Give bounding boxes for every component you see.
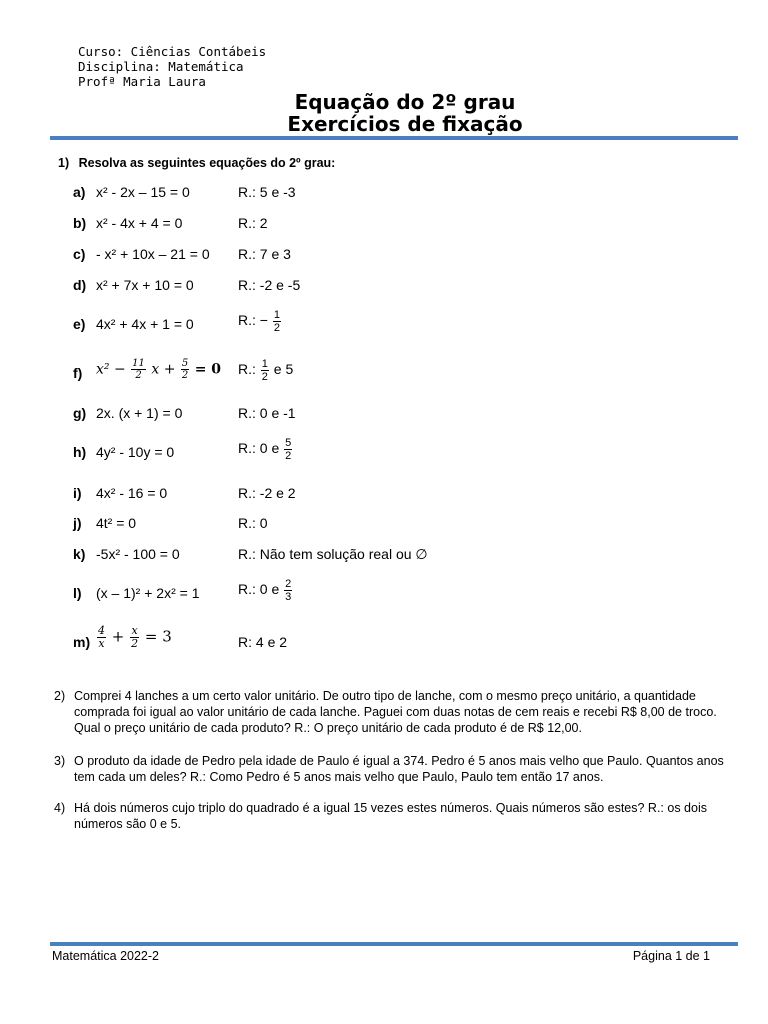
equation-term: x² − [96,361,126,378]
footer-left: Matemática 2022-2 [52,949,160,963]
exercise-equation [96,358,221,381]
exercise-equation: -5x² - 100 = 0 [96,546,180,562]
exercise-label: a) [73,184,86,200]
exercise-label: e) [73,316,86,332]
exercise-label: j) [73,515,82,531]
fraction-denominator: 2 [261,371,268,383]
answer-prefix: R.: 0 e [238,581,280,598]
exercise-answer: R.: Não tem solução real ou ∅ [238,546,428,562]
exercise-answer [238,437,293,462]
question-number: 3) [54,754,66,768]
fraction-numerator: 4 [98,624,105,637]
answer-fraction [261,358,269,383]
fraction-denominator: x [98,637,105,650]
exercise-label: h) [73,444,87,460]
fraction-denominator: 2 [273,322,280,334]
fraction-denominator: 2 [131,369,146,381]
fraction-numerator: 5 [181,358,189,369]
exercise-equation: 4x² + 4x + 1 = 0 [96,316,194,332]
equation-fraction [131,358,146,381]
exercise-answer [238,578,293,603]
equation-fraction [97,625,106,650]
exercise-equation: 2x. (x + 1) = 0 [96,405,183,421]
exercise-label: d) [73,277,87,293]
question-3 [54,753,734,785]
exercise-label: g) [73,405,87,421]
exercise-label: f) [73,365,83,381]
exercise-equation: 4x² - 16 = 0 [96,485,168,501]
equation-term: + [111,627,125,646]
question-text: Resolva as seguintes equações do 2º grau: [78,156,336,170]
exercise-label: c) [73,246,86,262]
exercise-label: k) [73,546,86,562]
fraction-denominator: 3 [285,591,292,603]
exercise-answer: R.: 0 [238,515,268,531]
discipline-line: Disciplina: Matemática [78,59,244,74]
page-title: Equação do 2º grau [294,90,516,114]
footer-rule [50,942,738,946]
exercise-equation: 4y² - 10y = 0 [96,444,175,460]
exercise-answer: R.: 0 e -1 [238,405,296,421]
exercise-answer [238,309,282,334]
course-line: Curso: Ciências Contábeis [78,44,267,59]
fraction-numerator: 1 [273,309,280,321]
equation-term: x + [151,361,176,378]
exercise-equation: (x – 1)² + 2x² = 1 [96,585,200,601]
fraction-denominator: 2 [181,370,189,381]
answer-suffix: e 5 [273,361,294,378]
equation-term: = 0 [194,361,222,378]
fraction-numerator: 1 [261,358,268,370]
answer-prefix: R.: − [238,312,268,329]
exercise-equation [96,625,172,650]
answer-fraction [284,578,292,603]
page-number: Página 1 de 1 [632,949,710,963]
exercise-equation: 4t² = 0 [96,515,137,531]
answer-prefix: R.: [238,361,256,378]
equation-fraction [130,625,139,650]
exercise-label: b) [73,215,87,231]
exercise-equation: x² - 4x + 4 = 0 [96,215,183,231]
exercise-equation: - x² + 10x – 21 = 0 [96,246,210,262]
fraction-numerator: x [131,624,138,637]
fraction-numerator: 2 [285,578,292,590]
answer-fraction [284,437,292,462]
exercise-label: i) [73,485,82,501]
equation-fraction [181,358,189,381]
exercise-equation: x² + 7x + 10 = 0 [96,277,194,293]
question-1-heading [58,156,335,170]
question-number: 2) [54,689,66,703]
question-number: 1) [58,156,70,170]
fraction-numerator: 5 [285,437,292,449]
exercise-answer [238,358,293,383]
answer-prefix: R.: 0 e [238,440,280,457]
exercise-answer: R.: -2 e 2 [238,485,296,501]
question-2 [54,688,734,736]
question-text: O produto da idade de Pedro pela idade de Paulo é igual a 374. Pedro é 5 anos mais velho que Paulo. Quantos anos tem cada um deles? R.: Como Pedro é 5 anos mais velho que Paulo, Paulo tem então 17 anos. [74,754,724,784]
exercise-equation: x² - 2x – 15 = 0 [96,184,190,200]
page-subtitle: Exercícios de fixação [287,112,523,136]
teacher-line: Profª Maria Laura [78,74,206,89]
exercise-answer: R.: -2 e -5 [238,277,301,293]
question-number: 4) [54,801,66,815]
answer-fraction [273,309,281,334]
question-4 [54,800,734,832]
fraction-denominator: 2 [131,637,139,650]
question-text: Há dois números cujo triplo do quadrado é a igual 15 vezes estes números. Quais números são estes? R.: os dois números são 0 e 5. [74,801,707,831]
header-rule [50,136,738,140]
exercise-answer: R: 4 e 2 [238,634,288,650]
question-text: Comprei 4 lanches a um certo valor unitário. De outro tipo de lanche, com o mesmo preço unitário, a quantidade comprada foi igual ao valor unitário de cada lanche. Paguei com duas notas de cem reais e recebi R$ 8,00 de troco. Qual o preço unitário de cada produto? R.: O preço unitário de cada produto é de R$ 12,00. [74,689,717,735]
equation-term: = 3 [144,627,172,646]
exercise-answer: R.: 2 [238,215,268,231]
exercise-answer: R.: 7 e 3 [238,246,291,262]
fraction-denominator: 2 [285,450,292,462]
exercise-label: l) [73,585,82,601]
fraction-numerator: 11 [132,358,145,369]
exercise-answer: R.: 5 e -3 [238,184,296,200]
course-header [78,44,266,89]
exercise-label: m) [73,634,91,650]
